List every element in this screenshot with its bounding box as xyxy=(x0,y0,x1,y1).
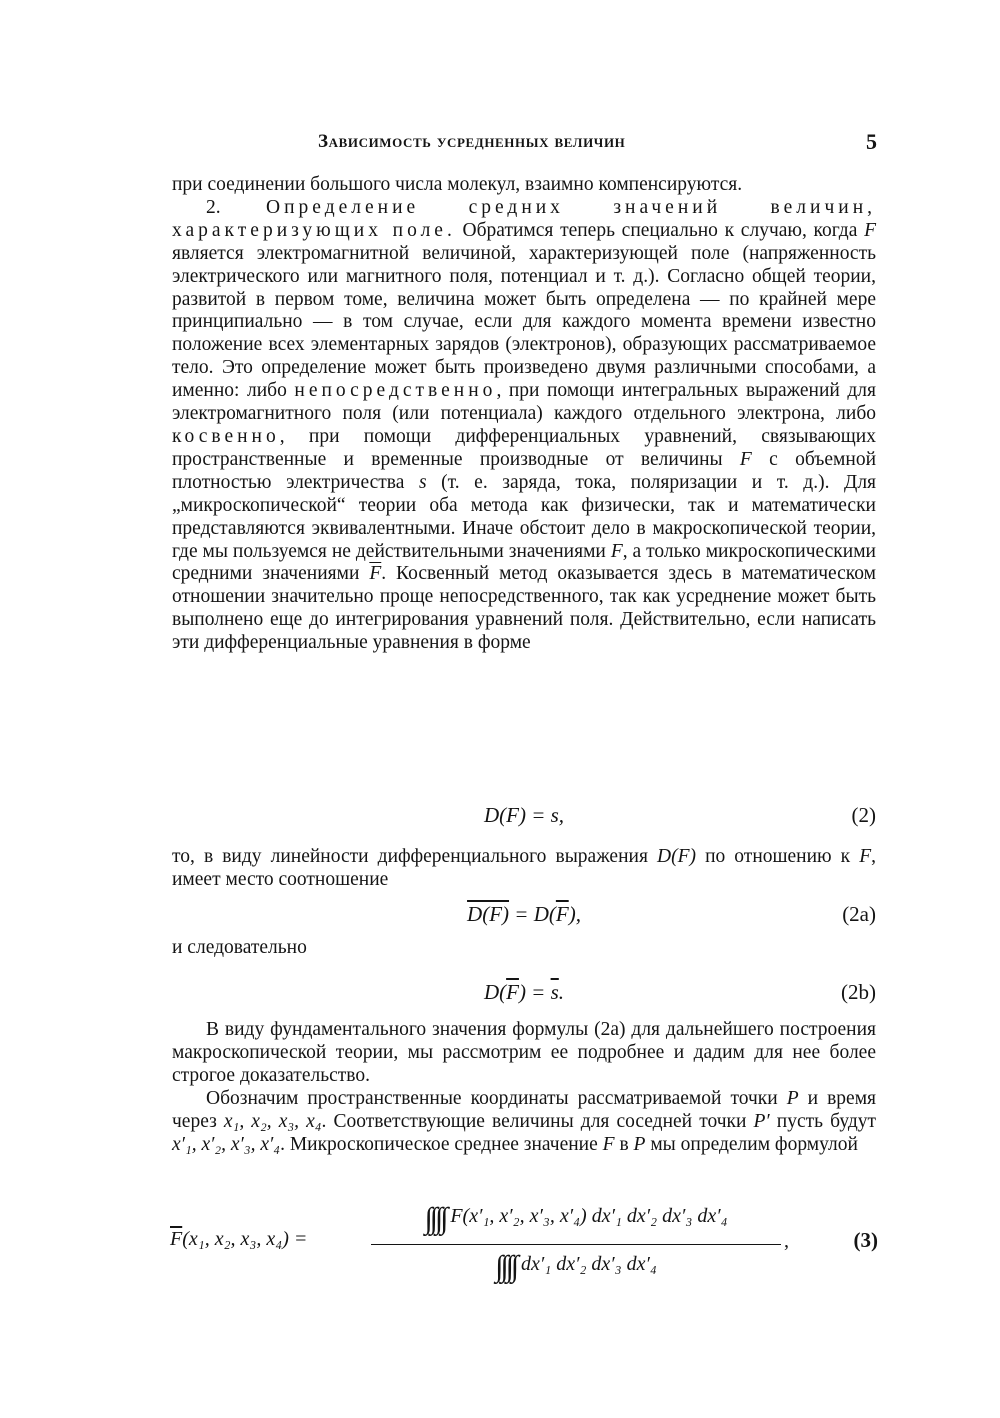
symbol-s: s xyxy=(418,471,427,493)
p2-text-e: с объемной плотностью электричества xyxy=(172,448,877,493)
symbol-F: F xyxy=(602,1133,615,1155)
body-text-hence xyxy=(172,937,876,960)
eq3-denominator xyxy=(371,1250,781,1284)
eq2a-mid: = D( xyxy=(514,902,556,926)
symbol-P: P xyxy=(633,1133,646,1155)
symbol-P: P xyxy=(786,1087,799,1109)
eq3-fraction xyxy=(371,1200,781,1296)
eq3-denominator-expr: dx′₁ dx′₂ dx′₃ dx′₄ xyxy=(521,1253,657,1275)
equation-number-2b: (2b) xyxy=(841,980,876,1004)
paragraph-1: при соединении большого числа молекул, взаимно компенсируются. xyxy=(172,174,743,195)
paragraph-4: и следовательно xyxy=(172,937,307,958)
p2-text-b: является электромагнитной величиной, характеризующей поле (напряженность электрического или магнитного поля, потенциал и т. д.). Согласно общей теории, развитой в первом томе, величина может быть определена — по крайней мере принципиально — в том случае, если для каждого момента времени известно положение всех элементарных зарядов (электронов), образующих рассматриваемое тело. Это определение может быть произведено двумя различными способами, а именно: либо xyxy=(172,242,876,402)
p3-text-c: , имеет место соотношение xyxy=(172,846,877,890)
p2-text-a: Обратимся теперь специально к случаю, когда xyxy=(462,219,858,241)
symbol-F: F xyxy=(610,540,623,562)
equation-2b xyxy=(172,977,876,1007)
integral-signs: ∫∫∫∫ xyxy=(495,1250,517,1283)
paragraph-2 xyxy=(172,197,876,655)
symbol-F: F xyxy=(739,448,752,470)
paragraph-6 xyxy=(172,1088,876,1157)
eq3-lhs xyxy=(170,1228,307,1251)
eq2b-start: D( xyxy=(483,980,507,1004)
eq2a-mean-DF: D(F) xyxy=(467,902,510,926)
symbol-coords-prime: x′₁, x′₂, x′₃, x′₄ xyxy=(172,1133,281,1155)
symbol-F-mean: $\overline{F}$ xyxy=(369,563,382,585)
equation-number-2a: (2a) xyxy=(842,902,876,926)
eq2b-mean-F: $\overline{F}$ xyxy=(506,980,519,1004)
p6-text-c: . Соответствующие величины для соседней точки xyxy=(321,1110,747,1132)
eq3-numerator xyxy=(371,1202,781,1236)
eq2b-mid: ) = xyxy=(518,980,546,1004)
section-title: Определение средних значений величин, характеризующих поле. xyxy=(172,196,876,241)
equation-2a xyxy=(172,899,876,929)
symbol-F: F xyxy=(864,219,877,241)
page-number: 5 xyxy=(866,129,877,154)
eq2a-mean-F: $\overline{F}$ xyxy=(555,902,569,926)
paragraph-5: В виду фундаментального значения формулы (2a) для дальнейшего построения макроскопической теории, мы рассмотрим ее подробнее и дадим для нее более строгое доказательство. xyxy=(172,1019,876,1086)
running-title: Зависимость усредненных величин xyxy=(318,131,626,152)
body-text-top xyxy=(172,174,876,655)
p2-text-h: . Косвенный метод оказывается здесь в математическом отношении значительно проще непосредственного, так как усреднение может быть выполнено еще до интегрирования уравнений поля. Действительно, если написать эти дифференциальные уравнения в форме xyxy=(172,563,876,654)
eq2b-end: . xyxy=(558,980,565,1004)
p3-text-a: то, в виду линейности дифференциального выражения xyxy=(172,846,648,867)
page-header xyxy=(0,131,1000,157)
p6-text-d: пусть будут xyxy=(776,1110,877,1132)
eq2a-end: ), xyxy=(568,902,581,926)
fraction-bar xyxy=(371,1244,781,1245)
spaced-word-directly: непосредственно xyxy=(294,380,497,402)
integral-signs: ∫∫∫∫ xyxy=(424,1202,446,1235)
section-number: 2. xyxy=(206,196,221,218)
paragraph-3 xyxy=(172,846,876,892)
body-text-bottom xyxy=(172,1019,876,1156)
p6-text-e: . Микроскопическое среднее значение xyxy=(280,1133,598,1155)
p3-text-b: по отношению к xyxy=(705,846,851,867)
equation-number-2: (2) xyxy=(851,803,876,827)
spaced-word-indirectly: косвенно xyxy=(172,425,280,447)
eq3-comma: , xyxy=(784,1230,789,1252)
p2-text-f: (т. е. заряда, тока, поляризации и т. д.). Для „микроскопической“ теории оба метода как физически, так и математически представляются эквивалентными. Иначе обстоит дело в макроскопической теории, где мы пользуемся не действительными значениями xyxy=(172,471,877,562)
p2-text-c: , при помощи интегральных выражений для электромагнитного поля (или потенциала) каждого отдельного электрона, либо xyxy=(172,380,877,425)
equation-3 xyxy=(166,1200,878,1296)
eq2b-mean-s: $\overline{s}$ xyxy=(550,980,559,1004)
p6-text-b: и время через xyxy=(172,1087,877,1132)
p2-text-g: , а только микроскопическими средними значениями xyxy=(172,540,876,585)
p6-text-a: Обозначим пространственные координаты рассматриваемой точки xyxy=(206,1087,778,1109)
symbol-DF: D(F) xyxy=(657,846,696,867)
eq3-args: (x₁, x₂, x₃, x₄) = xyxy=(182,1228,308,1250)
eq3-numerator-expr: F(x′₁, x′₂, x′₃, x′₄) dx′₁ dx′₂ dx′₃ dx′₄ xyxy=(450,1205,728,1227)
p6-text-g: мы определим формулой xyxy=(650,1133,858,1155)
symbol-coords: x₁, x₂, x₃, x₄ xyxy=(223,1110,322,1132)
p2-text-d: , при помощи дифференциальных уравнений, связывающих пространственные и временные производные от величины xyxy=(172,425,876,470)
eq2-lhs: D(F) xyxy=(483,803,526,827)
p6-text-f: в xyxy=(619,1133,629,1155)
equation-number-3: (3) xyxy=(853,1228,878,1252)
symbol-P-prime: P′ xyxy=(753,1110,770,1132)
body-text-middle xyxy=(172,846,876,892)
eq3-mean-F: $\overline{F}$ xyxy=(170,1228,183,1250)
equation-2 xyxy=(172,800,876,830)
eq2-rhs: = s, xyxy=(531,803,565,827)
symbol-F: F xyxy=(859,846,872,867)
